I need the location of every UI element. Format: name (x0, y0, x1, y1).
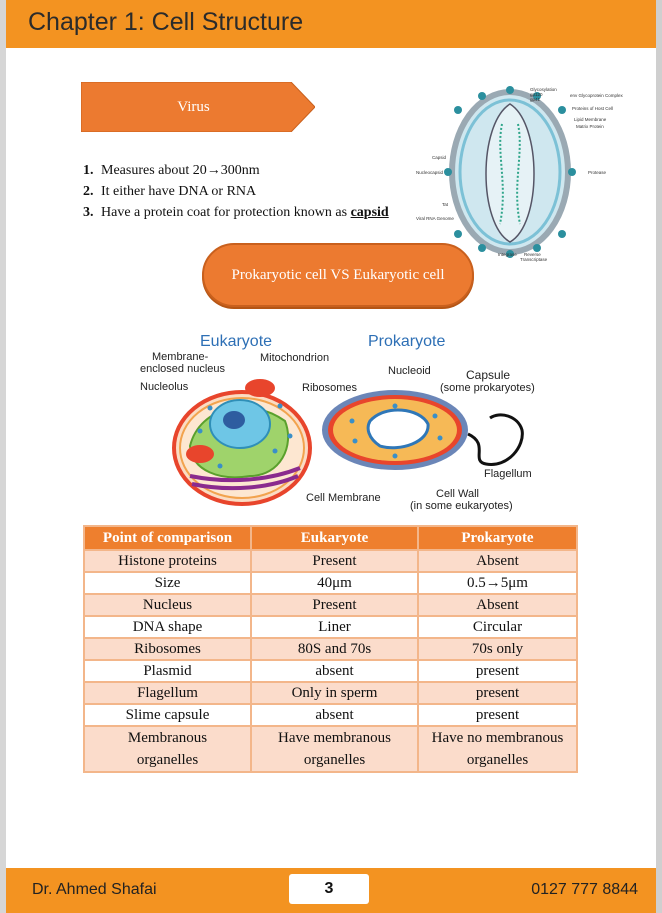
label-nucleoid: Nucleoid (388, 365, 431, 377)
list-item: 3. Have a protein coat for protection known as capsid (83, 205, 389, 220)
label-tat: Tat (442, 202, 449, 207)
left-page-edge (0, 0, 6, 913)
label-rt2: Transcriptase (520, 257, 548, 262)
label-capsid: Capsid (432, 155, 447, 160)
comparison-table (83, 525, 578, 773)
list-item: 1. Measures about 20→300nm (83, 163, 260, 178)
list-item: 2. It either have DNA or RNA (83, 184, 257, 199)
table-row: Histone proteins Present Absent (84, 550, 577, 572)
table-row: Flagellum Only in sperm present (84, 682, 577, 704)
eukaryote-title: Eukaryote (200, 333, 273, 350)
cell-comparison-diagram (130, 326, 550, 521)
page-title: Chapter 1: Cell Structure (28, 8, 304, 36)
label-membrane-2: enclosed nucleus (140, 363, 226, 375)
virus-banner (81, 82, 315, 132)
label-mitochondrion: Mitochondrion (260, 352, 330, 364)
label-membrane-1: Membrane- (152, 351, 209, 363)
right-page-edge (656, 0, 662, 913)
table-row: Ribosomes 80S and 70s 70s only (84, 638, 577, 660)
page-header (6, 0, 656, 48)
table-header-row (84, 526, 577, 550)
label-capsule: Capsule (466, 368, 511, 382)
label-integrase: Integrase (498, 252, 517, 257)
table-row: Slime capsule absent present (84, 704, 577, 726)
column-header: Eukaryote (251, 526, 418, 550)
phone-number: 0127 777 8844 (531, 881, 638, 898)
label-capsule-note: (some prokaryotes) (440, 382, 535, 394)
label-matrix: Matrix Protein (576, 124, 604, 129)
column-header: Prokaryote (418, 526, 577, 550)
comparison-title: Prokaryotic cell VS Eukaryotic cell (202, 243, 474, 307)
label-nucleocapsid: Nucleocapsid (416, 170, 444, 175)
label-protease: Protease (588, 170, 607, 175)
author-name: Dr. Ahmed Shafai (32, 881, 157, 898)
table-row: Nucleus Present Absent (84, 594, 577, 616)
label-gp41: gp41 (530, 97, 541, 102)
page-footer (6, 868, 656, 913)
label-ribosomes: Ribosomes (302, 382, 358, 394)
table-row: Membranous organelles Have membranous organelles Have no membranous organelles (84, 726, 577, 772)
table-row: Size 40μm 0.5→5μm (84, 572, 577, 594)
table-row: Plasmid absent present (84, 660, 577, 682)
label-gp120: gp120 (530, 92, 543, 97)
label-nucleolus: Nucleolus (140, 381, 189, 393)
label-cell-wall: Cell Wall (436, 488, 479, 500)
label-lipid: Lipid Membrane (574, 117, 607, 122)
column-header: Point of comparison (84, 526, 251, 550)
label-cell-wall-note: (in some eukaryotes) (410, 500, 513, 512)
label-rt1: Reverse (524, 252, 541, 257)
label-env: env Glycoprotein Complex (570, 93, 623, 98)
label-glycosylation: Glycosylation (530, 87, 557, 92)
table-row: DNA shape Liner Circular (84, 616, 577, 638)
label-rna: Viral RNA Genome (416, 216, 454, 221)
prokaryote-title: Prokaryote (368, 333, 446, 350)
hiv-virus-diagram (412, 84, 634, 264)
label-cell-membrane: Cell Membrane (306, 492, 381, 504)
label-flagellum: Flagellum (484, 468, 532, 480)
virus-banner-label: Virus (177, 99, 210, 115)
capsid-term: capsid (350, 205, 389, 220)
virus-points-list (83, 160, 389, 223)
label-host-proteins: Proteins of Host Cell (572, 106, 614, 111)
page-number: 3 (289, 874, 369, 904)
